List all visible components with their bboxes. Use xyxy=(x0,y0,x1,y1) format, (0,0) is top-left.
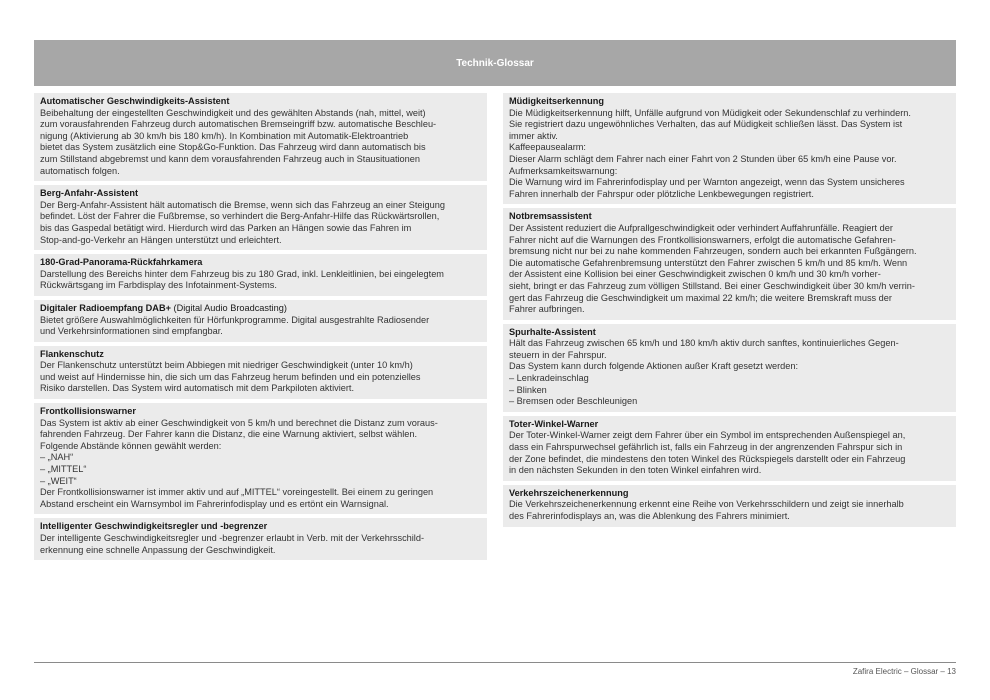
glossary-text-line: Der Frontkollisionswarner ist immer aktiv und auf „MITTEL“ voreingestellt. Bei einem zu geringen xyxy=(40,487,434,498)
glossary-text-line: zum Stillstand abgebremst und kann dem vorausfahrenden Fahrzeug auch in Stausituationen xyxy=(40,153,420,164)
glossary-entry-mudigkeitserkennung xyxy=(503,93,956,204)
glossary-text-line: Kaffeepausealarm: xyxy=(509,142,586,153)
glossary-term xyxy=(40,303,481,315)
glossary-header xyxy=(34,40,956,86)
glossary-list-item: – Blinken xyxy=(509,384,547,395)
glossary-list-item: – Bremsen oder Beschleunigen xyxy=(509,396,638,407)
glossary-text-line: Risiko darstellen. Das System wird automatisch mit dem Parkpiloten aktiviert. xyxy=(40,383,355,394)
glossary-entry-digitaler-radioempfang-dab xyxy=(34,300,487,342)
glossary-text-line: Stop-and-go-Verkehr an Hängen unterstützt und erleichtert. xyxy=(40,234,282,245)
glossary-entry-berg-anfahr-assistent xyxy=(34,185,487,250)
glossary-term-suffix: (Digital Audio Broadcasting) xyxy=(170,302,287,313)
glossary-term-label: Notbremsassistent xyxy=(509,211,592,222)
glossary-term xyxy=(40,349,481,361)
glossary-text-line: Das System ist aktiv ab einer Geschwindigkeit von 5 km/h und berechnet die Distanz zum voraus- xyxy=(40,417,438,428)
glossary-text-line: erkennung eine schnelle Anpassung der Geschwindigkeit. xyxy=(40,544,276,555)
page-footer: Zafira Electric – Glossar – 13 xyxy=(852,667,956,676)
glossary-text-line: bis das Gaspedal betätigt wird. Hierdurch wird das Parken an Hängen sowie das Fahren im xyxy=(40,222,412,233)
glossary-text-line: der Zone befindet, die mindestens den toten Winkel des Rückspiegels darstellt oder ein Fahrzeug xyxy=(509,453,906,464)
glossary-term-label: Frontkollisionswarner xyxy=(40,406,136,417)
glossary-text-line: Folgende Abstände können gewählt werden: xyxy=(40,440,222,451)
glossary-term xyxy=(509,211,950,223)
glossary-term xyxy=(509,327,950,339)
glossary-text-line: Der Assistent reduziert die Aufprallgeschwindigkeit oder verhindert Auffahrunfälle. Reagiert der xyxy=(509,222,893,233)
glossary-term-label: Intelligenter Geschwindigkeitsregler und -begrenzer xyxy=(40,521,268,532)
glossary-text-line: Hält das Fahrzeug zwischen 65 km/h und 180 km/h aktiv durch sanftes, kontinuierliches Gegen- xyxy=(509,338,899,349)
glossary-text-line: bremsung nicht nur bei zu nahe kommenden Fahrzeugen, sondern auch bei erkannten Fußgängern. xyxy=(509,246,917,257)
glossary-text-line: Die Müdigkeitserkennung hilft, Unfälle aufgrund von Müdigkeit oder Sekundenschlaf zu verhindern. xyxy=(509,107,911,118)
glossary-text-line: Die automatische Gefahrenbremsung unterstützt den Fahrer zwischen 5 km/h und 85 km/h. Wenn xyxy=(509,257,908,268)
glossary-list-item: – „WEIT“ xyxy=(40,475,77,486)
glossary-text-line: Der Flankenschutz unterstützt beim Abbiegen mit niedriger Geschwindigkeit (unter 10 km/h) xyxy=(40,360,413,371)
glossary-text-line: Sie registriert dazu ungewöhnliches Verhalten, das auf Müdigkeit schließen lässt. Das System ist xyxy=(509,119,903,130)
glossary-entry-180-grad-panorama-ruckfahrkamera xyxy=(34,254,487,296)
glossary-text-line: Fahrer aufbringen. xyxy=(509,304,585,315)
glossary-text-line: des Fahrerinfodisplays an, was die Ablenkung des Fahrers minimiert. xyxy=(509,511,790,521)
glossary-text-line: Beibehaltung der eingestellten Geschwindigkeit und des gewählten Abstands (nah, mittel, weit) xyxy=(40,107,426,118)
glossary-list-item: – „NAH“ xyxy=(40,452,74,463)
glossary-term xyxy=(40,188,481,200)
glossary-entry-flankenschutz xyxy=(34,346,487,399)
glossary-term xyxy=(40,521,481,533)
glossary-text-line: Rückwärtsgang im Farbdisplay des Infotainment-Systems. xyxy=(40,280,277,291)
glossary-term-label: Verkehrszeichenerkennung xyxy=(509,487,629,498)
glossary-term-label: 180-Grad-Panorama-Rückfahrkamera xyxy=(40,257,203,268)
glossary-text-line: fahrenden Fahrzeug. Der Fahrer kann die Distanz, die eine Warnung aktiviert, selbst wählen. xyxy=(40,429,418,440)
glossary-term xyxy=(40,257,481,269)
glossary-entry-toter-winkel-warner xyxy=(503,416,956,481)
glossary-term xyxy=(509,488,950,500)
footer-divider xyxy=(34,662,956,663)
glossary-list-item: – „MITTEL“ xyxy=(40,464,87,475)
glossary-entry-verkehrszeichenerkennung xyxy=(503,485,956,527)
glossary-text-line: in den nächsten Sekunden in den toten Winkel einfahren wird. xyxy=(509,465,762,476)
glossary-text-line: bietet das System zusätzlich eine Stop&Go-Funktion. Das Fahrzeug wird dann automatisch bis xyxy=(40,142,426,153)
glossary-term-label: Spurhalte-Assistent xyxy=(509,326,596,337)
glossary-text-line: Fahren innerhalb der Fahrspur oder plötzliche Lenkbewegungen registriert. xyxy=(509,188,814,199)
glossary-term xyxy=(40,96,481,108)
glossary-text-line: Darstellung des Bereichs hinter dem Fahrzeug bis zu 180 Grad, inkl. Lenkleitlinien, bei eingelegtem xyxy=(40,268,444,279)
glossary-term xyxy=(40,406,481,418)
right-column xyxy=(503,93,956,531)
glossary-text-line: befindet. Löst der Fahrer die Fußbremse, so verhindert die Berg-Anfahr-Hilfe das Rückwärtsrollen, xyxy=(40,211,440,222)
glossary-text-line: Aufmerksamkeitswarnung: xyxy=(509,165,618,176)
glossary-text-line: Der Toter-Winkel-Warner zeigt dem Fahrer über ein Symbol im entsprechenden Außenspiegel an, xyxy=(509,430,906,441)
glossary-text-line: nigung (Aktivierung ab 30 km/h bis 180 km/h). In Kombination mit Automatik-Elektroantrieb xyxy=(40,130,409,141)
glossary-text-line: Das System kann durch folgende Aktionen außer Kraft gesetzt werden: xyxy=(509,361,799,372)
glossary-text-line: Dieser Alarm schlägt dem Fahrer nach einer Fahrt von 2 Stunden über 65 km/h eine Pause vor. xyxy=(509,153,897,164)
glossary-list-item: – Lenkradeinschlag xyxy=(509,373,589,384)
glossary-term-label: Digitaler Radioempfang DAB+ xyxy=(40,302,171,313)
glossary-text-line: gert das Fahrzeug die Geschwindigkeit um maximal 22 km/h; die weitere Bremskraft muss der xyxy=(509,292,892,303)
page-title: Technik-Glossar xyxy=(456,57,534,69)
glossary-term-label: Automatischer Geschwindigkeits-Assistent xyxy=(40,96,230,106)
glossary-text-line: der Assistent eine Kollision bei einer Geschwindigkeit zwischen 0 km/h und 30 km/h vorher- xyxy=(509,269,881,280)
glossary-text-line: steuern in der Fahrspur. xyxy=(509,349,607,360)
glossary-text-line: Abstand erscheint ein Warnsymbol im Fahrerinfodisplay und es ertönt ein Warnsignal. xyxy=(40,498,389,509)
glossary-entry-notbremsassistent xyxy=(503,208,956,319)
glossary-text-line: immer aktiv. xyxy=(509,130,558,141)
glossary-text-line: und Verkehrsinformationen sind empfangbar. xyxy=(40,326,223,337)
glossary-term-label: Berg-Anfahr-Assistent xyxy=(40,188,139,199)
glossary-term xyxy=(509,419,950,431)
glossary-entry-intelligenter-geschwindigkeitsregler-und-begrenzer xyxy=(34,518,487,560)
glossary-term-label: Flankenschutz xyxy=(40,348,104,359)
glossary-term xyxy=(509,96,950,108)
glossary-term-label: Toter-Winkel-Warner xyxy=(509,418,599,429)
glossary-text-line: Die Verkehrszeichenerkennung erkennt eine Reihe von Verkehrsschildern und zeigt sie innerhalb xyxy=(509,499,904,510)
glossary-text-line: dass ein Fahrspurwechsel gefährlich ist, falls ein Fahrzeug in der angrenzenden Fahrspur sich in xyxy=(509,442,903,453)
left-column xyxy=(34,93,487,564)
glossary-text-line: und weist auf Hindernisse hin, die sich um das Fahrzeug herum befinden und ein potenzielles xyxy=(40,371,421,382)
glossary-text-line: zum vorausfahrenden Fahrzeug durch automatischen Bremseingriff bzw. automatische Beschleu- xyxy=(40,119,437,130)
glossary-text-line: Die Warnung wird im Fahrerinfodisplay und per Warnton angezeigt, wenn das System unsicheres xyxy=(509,177,905,188)
glossary-text-line: Fahrer nicht auf die Warnungen des Frontkollisionswarners, erfolgt die automatische Gefahren- xyxy=(509,234,896,245)
glossary-text-line: automatisch folgen. xyxy=(40,165,120,176)
glossary-entry-spurhalte-assistent xyxy=(503,324,956,412)
glossary-term-label: Müdigkeitserkennung xyxy=(509,96,604,106)
glossary-entry-automatischer-geschwindigkeits-assistent xyxy=(34,93,487,181)
glossary-text-line: Der Berg-Anfahr-Assistent hält automatisch die Bremse, wenn sich das Fahrzeug an einer Steigung xyxy=(40,199,445,210)
glossary-text-line: sieht, bringt er das Fahrzeug zum völligen Stillstand. Bei einer Geschwindigkeit über 30 km/h verrin- xyxy=(509,280,915,291)
glossary-text-line: Der intelligente Geschwindigkeitsregler und -begrenzer erlaubt in Verb. mit der Verkehrsschild- xyxy=(40,533,425,543)
glossary-entry-frontkollisionswarner xyxy=(34,403,487,514)
glossary-text-line: Bietet größere Auswahlmöglichkeiten für Hörfunkprogramme. Digital ausgestrahlte Radiosender xyxy=(40,314,430,325)
